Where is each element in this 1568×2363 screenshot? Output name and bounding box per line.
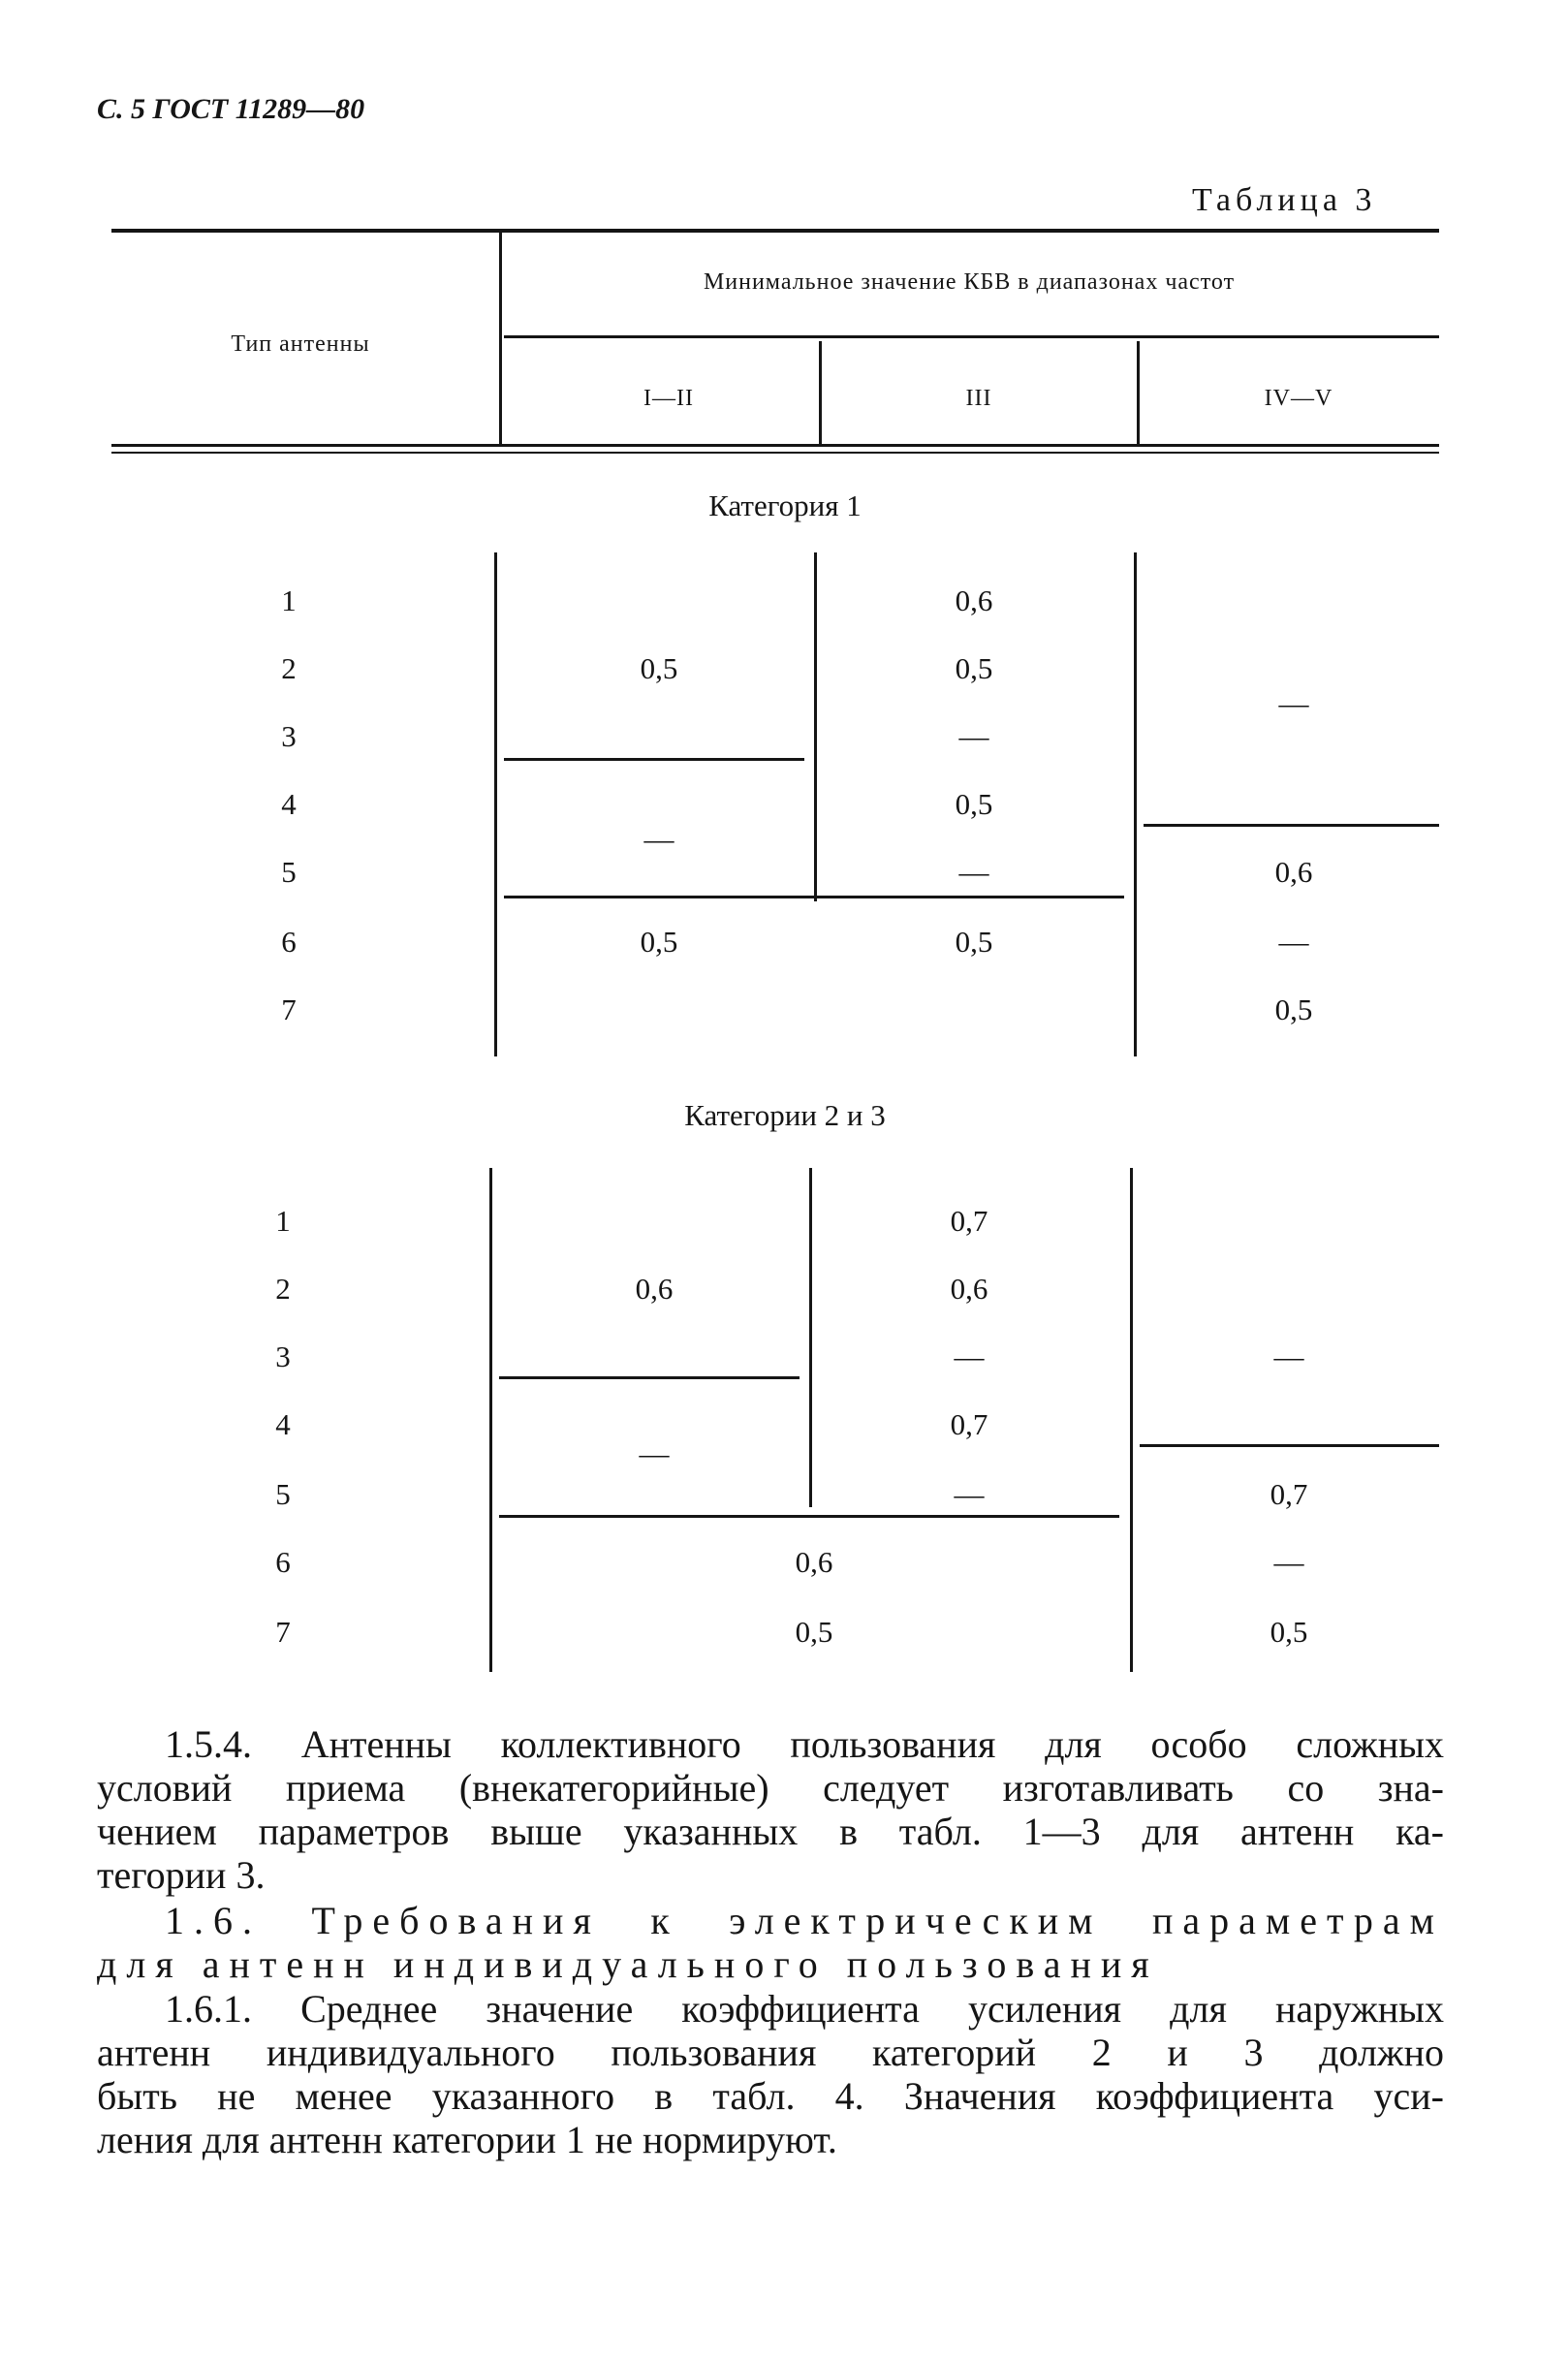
- header-bottom-rule-2: [111, 452, 1439, 454]
- p161-line-4: ления для антенн категории 1 не нормируют.: [97, 2118, 837, 2161]
- s2-c12-mid: —: [639, 1436, 670, 1470]
- s2-c3-r5: —: [954, 1477, 985, 1511]
- s2-rule-c12: [499, 1376, 800, 1379]
- band-header-2: III: [965, 386, 992, 411]
- s1-rule-c12: [504, 758, 804, 761]
- s1-c45-r5: 0,6: [1274, 855, 1313, 889]
- s2-vline-3: [1130, 1168, 1133, 1672]
- s1-c12-mid: —: [643, 822, 674, 856]
- p161-line-3: быть не менее указанного в табл. 4. Значения коэффициента уси-: [97, 2074, 1444, 2118]
- s2-type-2: 2: [275, 1272, 291, 1306]
- paragraph-1-5-4: [97, 1722, 1444, 1897]
- s2-c45-r7: 0,5: [1270, 1615, 1308, 1649]
- s1-c3-r3: —: [958, 719, 989, 753]
- s1-c3-r6: 0,5: [955, 925, 993, 959]
- s2-type-4: 4: [275, 1407, 291, 1441]
- s2-c3-r3: —: [954, 1339, 985, 1373]
- s2-rule-c45: [1140, 1444, 1439, 1447]
- s1-c12-top: 0,5: [640, 651, 678, 685]
- s2-c123-r7: 0,5: [795, 1615, 833, 1649]
- s1-type-6: 6: [281, 925, 297, 959]
- band-header-1: I—II: [643, 386, 694, 411]
- s2-c45-r5: 0,7: [1270, 1477, 1308, 1511]
- s2-c3-r4: 0,7: [950, 1407, 988, 1441]
- s2-c45-r6: —: [1273, 1545, 1304, 1579]
- s1-rule-c123: [504, 896, 1124, 898]
- s1-c12-bot: 0,5: [640, 925, 678, 959]
- s2-type-3: 3: [275, 1339, 291, 1373]
- s2-c3-r1: 0,7: [950, 1204, 988, 1238]
- section-title-category-2-3: Категории 2 и 3: [684, 1098, 886, 1132]
- s1-c3-r4: 0,5: [955, 787, 993, 821]
- s2-vline-2: [809, 1168, 812, 1507]
- band-group-rule: [504, 335, 1439, 338]
- s1-c3-r1: 0,6: [955, 583, 993, 617]
- section-title-category-1: Категория 1: [708, 488, 862, 522]
- table-caption: Таблица 3: [1192, 182, 1377, 218]
- s2-c12-top: 0,6: [635, 1272, 674, 1306]
- header-bottom-rule-1: [111, 444, 1439, 447]
- s2-c123-r6: 0,6: [795, 1545, 833, 1579]
- header-vline-type: [499, 233, 502, 444]
- s2-type-5: 5: [275, 1477, 291, 1511]
- s1-type-3: 3: [281, 719, 297, 753]
- h16-line-1: 1.6. Требования к электрическим параметрам: [165, 1899, 1444, 1942]
- s2-type-6: 6: [275, 1545, 291, 1579]
- col-type-header: Тип антенны: [231, 331, 370, 357]
- table-top-rule: [111, 229, 1439, 233]
- p154-line-2: условий приема (внекатегорийные) следует изготавливать со зна-: [97, 1766, 1444, 1810]
- s1-type-1: 1: [281, 583, 297, 617]
- page-header: С. 5 ГОСТ 11289—80: [97, 93, 365, 125]
- s1-type-2: 2: [281, 651, 297, 685]
- paragraph-1-6-1: [97, 1987, 1444, 2161]
- s1-type-4: 4: [281, 787, 297, 821]
- s1-type-5: 5: [281, 855, 297, 889]
- header-vline-band-1: [819, 341, 822, 444]
- s1-vline-2: [814, 552, 817, 901]
- s1-c3-r2: 0,5: [955, 651, 993, 685]
- s1-c3-r5: —: [958, 855, 989, 889]
- s1-type-7: 7: [281, 992, 297, 1026]
- group-header: Минимальное значение КБВ в диапазонах частот: [703, 269, 1236, 295]
- p154-line-3: чением параметров выше указанных в табл. 1—3 для антенн ка-: [97, 1810, 1444, 1853]
- band-header-3: IV—V: [1264, 386, 1333, 411]
- p161-line-1: 1.6.1. Среднее значение коэффициента усиления для наружных: [165, 1987, 1444, 2031]
- header-vline-band-2: [1137, 341, 1140, 444]
- p154-line-4: тегории 3.: [97, 1853, 266, 1897]
- heading-1-6: [97, 1899, 1444, 1986]
- s1-rule-c45: [1144, 824, 1439, 827]
- s2-rule-c123: [499, 1515, 1119, 1518]
- s2-c45-top: —: [1273, 1339, 1304, 1373]
- s1-vline-1: [494, 552, 497, 1056]
- s2-type-1: 1: [275, 1204, 291, 1238]
- h16-line-2: для антенн индивидуального пользования: [97, 1942, 1159, 1986]
- s1-c45-r7: 0,5: [1274, 992, 1313, 1026]
- p154-line-1: 1.5.4. Антенны коллективного пользования для особо сложных: [165, 1722, 1444, 1766]
- s1-c45-r6: —: [1278, 925, 1309, 959]
- s1-c45-top: —: [1278, 686, 1309, 720]
- s2-type-7: 7: [275, 1615, 291, 1649]
- s2-c3-r2: 0,6: [950, 1272, 988, 1306]
- s1-vline-3: [1134, 552, 1137, 1056]
- p161-line-2: антенн индивидуального пользования категорий 2 и 3 должно: [97, 2031, 1444, 2074]
- s2-vline-1: [489, 1168, 492, 1672]
